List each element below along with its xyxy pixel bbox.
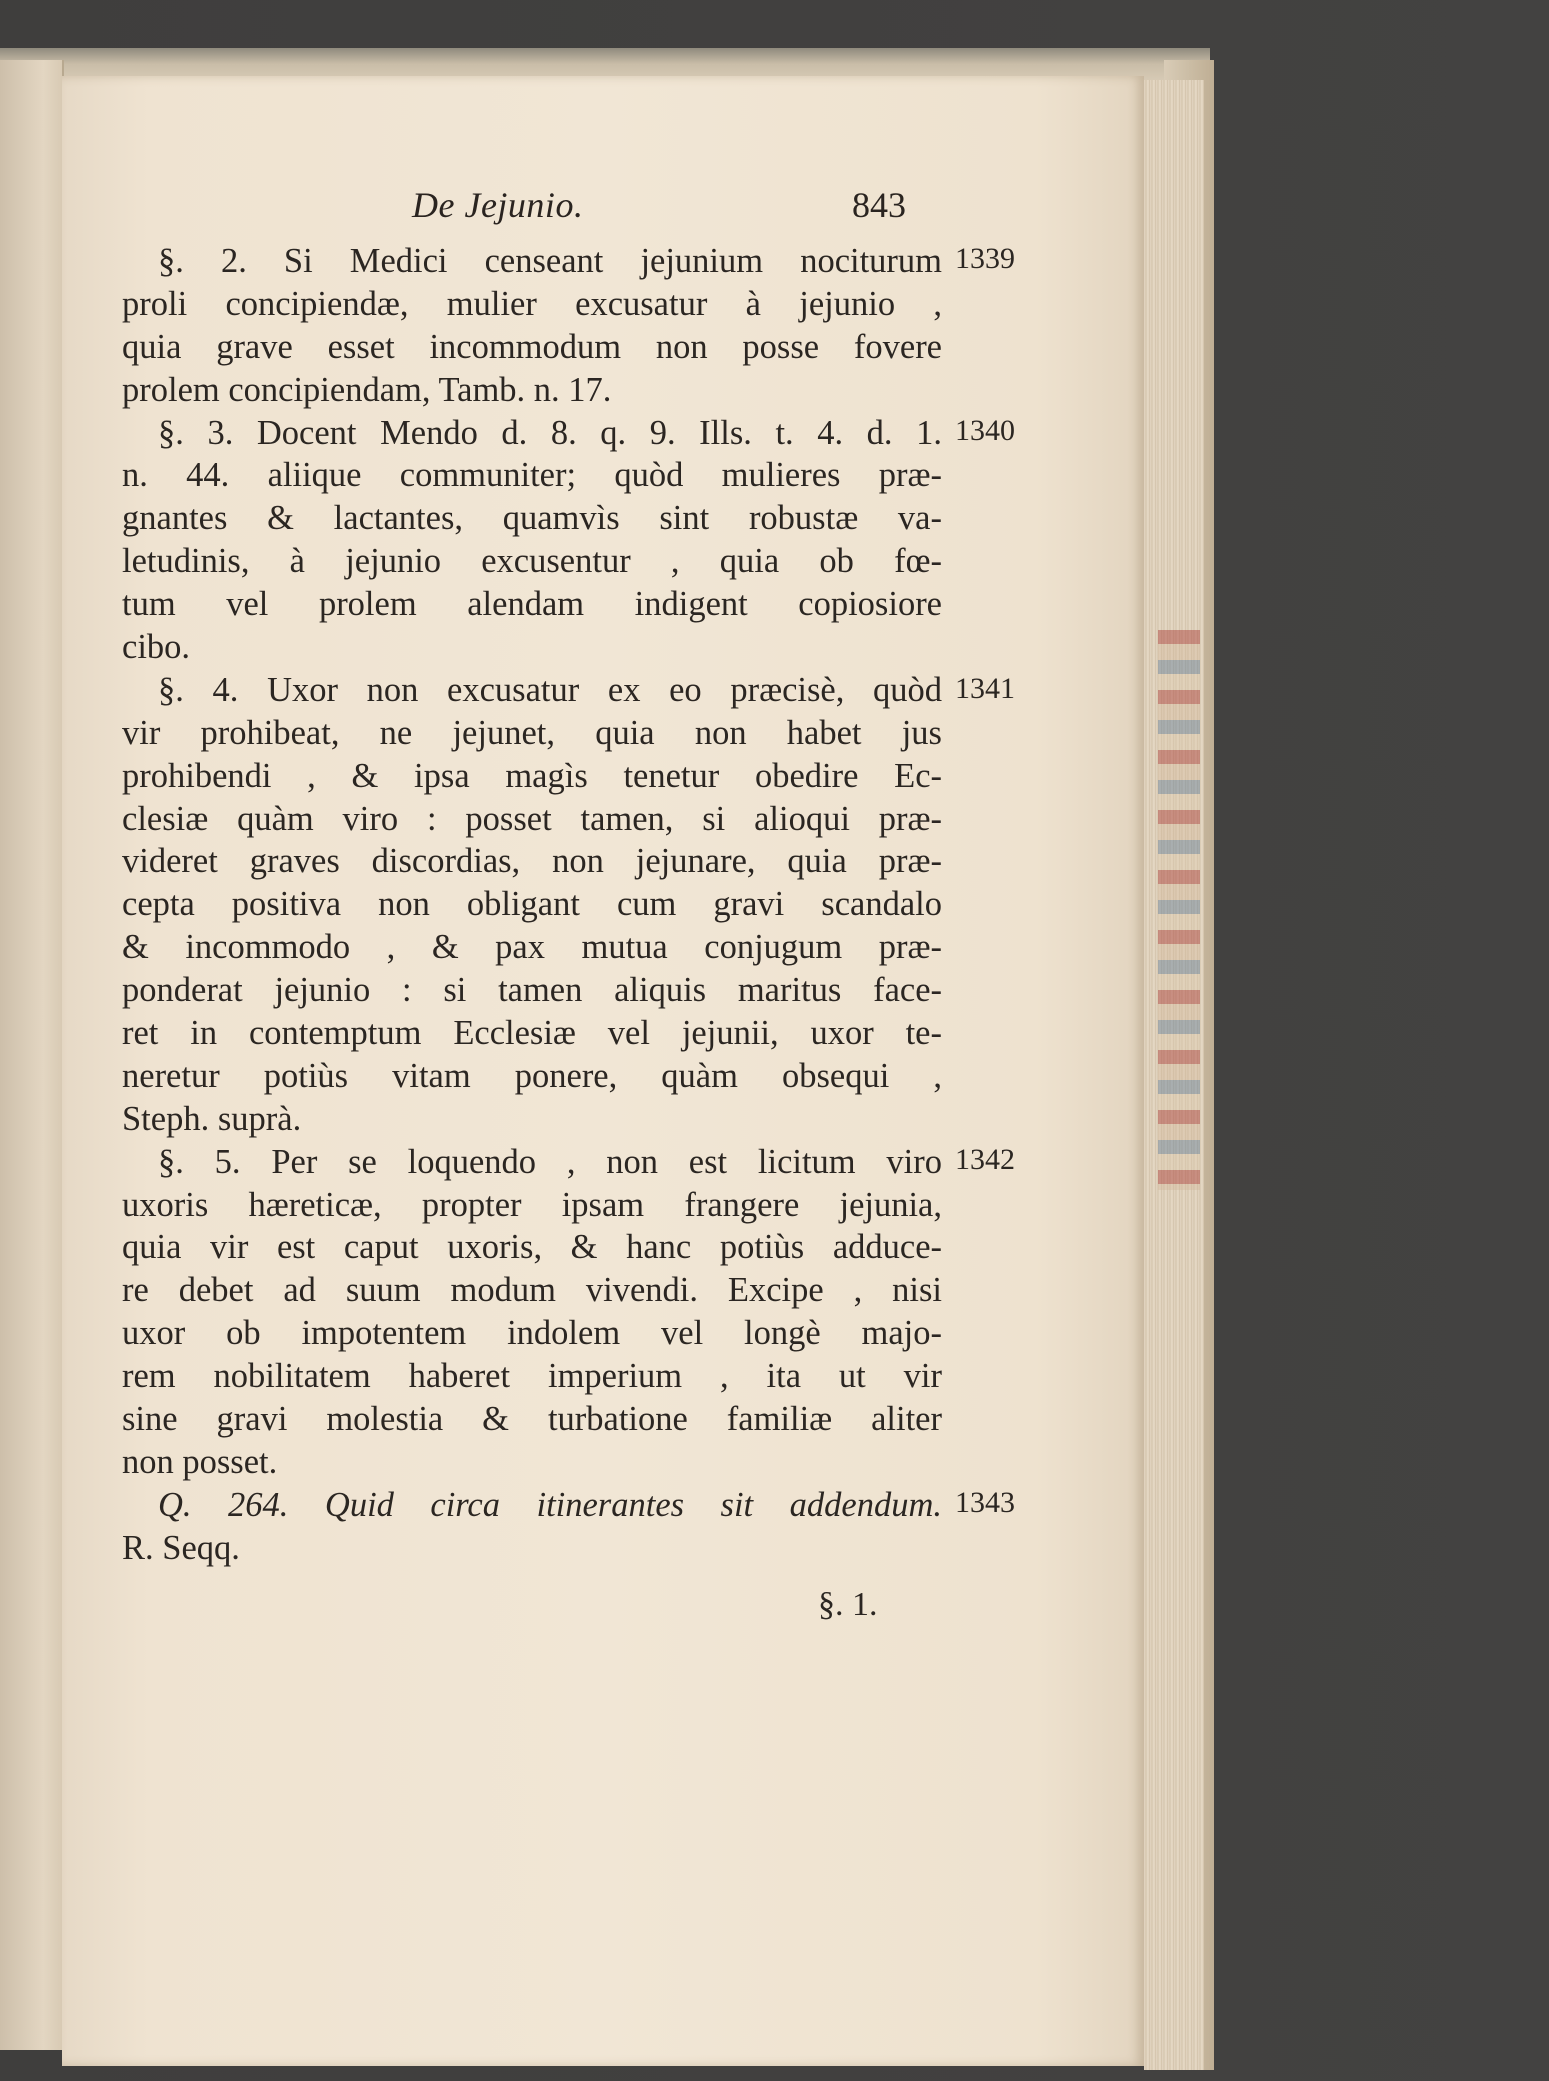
text-line: tum vel prolem alendam indigent copiosiore bbox=[122, 585, 942, 624]
text-line: re debet ad suum modum vivendi. Excipe , nisi bbox=[122, 1271, 942, 1310]
main-text bbox=[122, 240, 942, 1570]
text-line: videret graves discordias, non jejunare, quia præ- bbox=[122, 842, 942, 881]
text-line: proli concipiendæ, mulier excusatur à jejunio , bbox=[122, 284, 942, 323]
text-line: vir prohibeat, ne jejunet, quia non habet jus bbox=[122, 713, 942, 752]
text-line: letudinis, à jejunio excusentur , quia ob fœ- bbox=[122, 542, 942, 581]
page-number: 843 bbox=[852, 185, 906, 225]
text-line: quia grave esset incommodum non posse fovere bbox=[122, 327, 942, 366]
running-head: De Jejunio. bbox=[412, 185, 584, 225]
question-line: Q. 264. Quid circa itinerantes sit addendum. bbox=[158, 1485, 942, 1524]
text-line: Steph. suprà. bbox=[122, 1099, 302, 1138]
text-line: cibo. bbox=[122, 628, 191, 667]
text-line: §. 3. Docent Mendo d. 8. q. 9. Ills. t. 4. d. 1. bbox=[158, 413, 942, 452]
text-line: §. 5. Per se loquendo , non est licitum viro bbox=[158, 1142, 942, 1181]
previous-page-edge bbox=[0, 60, 64, 2050]
text-line: cepta positiva non obligant cum gravi scandalo bbox=[122, 885, 942, 924]
text-line: gnantes & lactantes, quamvìs sint robustæ va- bbox=[122, 499, 942, 538]
text-line: clesiæ quàm viro : posset tamen, si alioqui præ- bbox=[122, 799, 942, 838]
text-line: neretur potiùs vitam ponere, quàm obsequi , bbox=[122, 1056, 942, 1095]
margin-number: 1341 bbox=[955, 672, 1015, 705]
catchword: §. 1. bbox=[818, 1586, 878, 1623]
margin-number: 1342 bbox=[955, 1143, 1015, 1176]
text-line: & incommodo , & pax mutua conjugum præ- bbox=[122, 928, 942, 967]
margin-number: 1340 bbox=[955, 414, 1015, 447]
text-line: §. 4. Uxor non excusatur ex eo præcisè, quòd bbox=[158, 670, 942, 709]
text-line: quia vir est caput uxoris, & hanc potiùs adduce- bbox=[122, 1228, 942, 1267]
text-line: ret in contemptum Ecclesiæ vel jejunii, uxor te- bbox=[122, 1014, 942, 1053]
text-line: prohibendi , & ipsa magìs tenetur obedire Ec- bbox=[122, 756, 942, 795]
text-line: prolem concipiendam, Tamb. n. 17. bbox=[122, 370, 612, 409]
text-line: sine gravi molestia & turbatione familiæ aliter bbox=[122, 1400, 942, 1439]
text-line: uxoris hæreticæ, propter ipsam frangere jejunia, bbox=[122, 1185, 942, 1224]
text-line: rem nobilitatem haberet imperium , ita ut vir bbox=[122, 1357, 942, 1396]
text-line: non posset. bbox=[122, 1442, 278, 1481]
text-line: §. 2. Si Medici censeant jejunium nociturum bbox=[158, 242, 942, 280]
margin-number: 1339 bbox=[955, 242, 1015, 275]
decorated-spine bbox=[1158, 630, 1200, 1190]
text-line: R. Seqq. bbox=[122, 1528, 240, 1567]
text-line: ponderat jejunio : si tamen aliquis maritus face- bbox=[122, 971, 942, 1010]
text-line: uxor ob impotentem indolem vel longè majo- bbox=[122, 1314, 942, 1353]
margin-number: 1343 bbox=[955, 1486, 1015, 1519]
text-line: n. 44. aliique communiter; quòd mulieres præ- bbox=[122, 456, 942, 495]
